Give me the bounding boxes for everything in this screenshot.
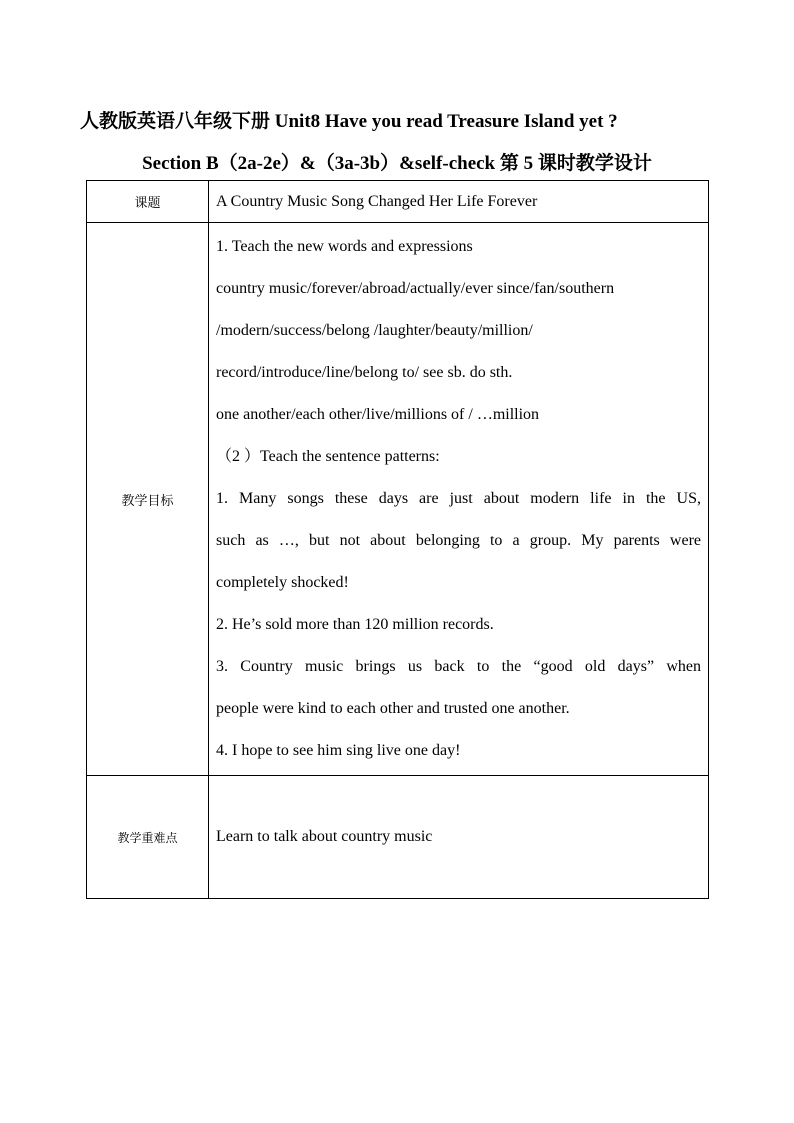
goals-label: 教学目标: [87, 223, 209, 776]
goals-line: /modern/success/belong /laughter/beauty/million/: [216, 322, 533, 339]
document-title-line2: Section B（2a-2e）&（3a-3b）&self-check 第 5 课时教学设计: [142, 153, 652, 174]
goals-line: country music/forever/abroad/actually/ever since/fan/southern: [216, 280, 615, 297]
goals-line: 2. He’s sold more than 120 million records.: [216, 616, 494, 633]
goals-line: record/introduce/line/belong to/ see sb. do sth.: [216, 364, 513, 381]
goals-line: people were kind to each other and trusted one another.: [216, 700, 570, 717]
table-row-goals: [87, 223, 709, 776]
table-row-topic: [87, 181, 709, 223]
goals-content: [209, 223, 709, 776]
key-points-value: Learn to talk about country music: [209, 776, 709, 899]
table-row-key-points: [87, 776, 709, 899]
topic-value: A Country Music Song Changed Her Life Forever: [209, 181, 709, 223]
goals-line: （2 ）Teach the sentence patterns:: [216, 448, 440, 465]
lesson-plan-table: [86, 180, 709, 899]
document-title-line1: 人教版英语八年级下册 Unit8 Have you read Treasure Island yet ?: [80, 111, 618, 132]
goals-line: 1. Many songs these days are just about modern life in the US,: [216, 490, 701, 507]
goals-line: such as …, but not about belonging to a group. My parents were: [216, 532, 701, 549]
topic-label: 课题: [87, 181, 209, 223]
goals-line: 3. Country music brings us back to the “good old days” when: [216, 658, 701, 675]
goals-line: completely shocked!: [216, 574, 349, 591]
key-points-label: 教学重难点: [87, 776, 209, 899]
goals-line: 1. Teach the new words and expressions: [216, 238, 473, 255]
goals-line: 4. I hope to see him sing live one day!: [216, 742, 461, 759]
goals-line: one another/each other/live/millions of / …million: [216, 406, 540, 423]
